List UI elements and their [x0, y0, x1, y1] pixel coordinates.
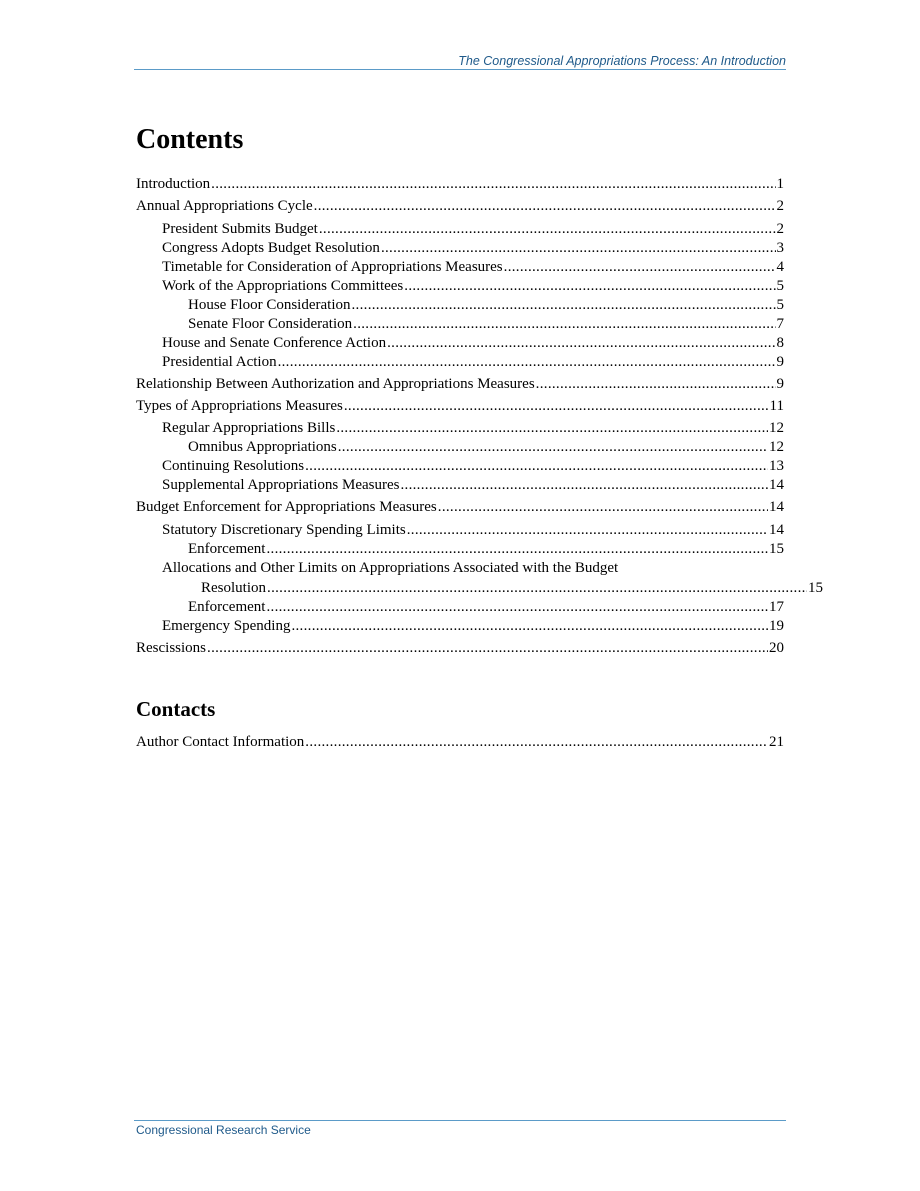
toc-page: 1: [776, 176, 784, 192]
toc-leader: [211, 174, 775, 194]
toc-leader: [319, 219, 776, 239]
toc-label: Presidential Action: [162, 354, 277, 370]
toc-label: Types of Appropriations Measures: [136, 398, 343, 414]
toc-label: Congress Adopts Budget Resolution: [162, 240, 380, 256]
toc-page: 14: [769, 499, 784, 515]
toc-entry[interactable]: [136, 418, 784, 438]
footer-rule: [134, 1120, 786, 1121]
toc-leader: [381, 238, 776, 258]
toc-label: Enforcement: [188, 541, 266, 557]
toc-leader: [504, 257, 776, 277]
toc-page: 3: [776, 240, 784, 256]
toc-entry[interactable]: [136, 456, 784, 476]
toc-page: 2: [776, 221, 784, 237]
toc-label: Budget Enforcement for Appropriations Measures: [136, 499, 437, 515]
toc-leader: [400, 475, 768, 495]
toc-leader: [536, 374, 776, 394]
toc-label: Rescissions: [136, 640, 207, 656]
toc-page: 21: [769, 734, 784, 750]
toc-entry[interactable]: [136, 196, 784, 216]
toc-leader: [338, 437, 768, 457]
toc-label: Enforcement: [188, 599, 266, 615]
toc-page: 17: [769, 599, 784, 615]
contacts-title: Contacts: [136, 697, 216, 721]
toc-entry[interactable]: [136, 276, 784, 296]
running-header: The Congressional Appropriations Process: An Introduction: [458, 54, 786, 68]
toc-label: Timetable for Consideration of Appropriations Measures: [162, 259, 503, 275]
toc-label: House and Senate Conference Action: [162, 335, 387, 351]
toc-label: House Floor Consideration: [188, 297, 351, 313]
toc-page: 9: [776, 376, 784, 392]
toc-entry[interactable]: [136, 638, 784, 658]
toc-label: Author Contact Information: [136, 734, 305, 750]
toc-entry[interactable]: [136, 314, 784, 334]
toc-entry[interactable]: [136, 597, 784, 617]
toc-page: 2: [776, 198, 784, 214]
toc-entry[interactable]: [136, 520, 784, 540]
toc-label: Introduction: [136, 176, 211, 192]
toc-leader: [352, 295, 776, 315]
toc-label: Regular Appropriations Bills: [162, 420, 336, 436]
toc-entry[interactable]: [136, 475, 784, 495]
toc-entry[interactable]: [136, 437, 784, 457]
toc-leader: [438, 497, 768, 517]
toc-leader: [267, 578, 807, 598]
toc-entry[interactable]: [136, 374, 784, 394]
toc-entry[interactable]: [136, 238, 784, 258]
toc-page: 14: [769, 477, 784, 493]
toc-leader: [266, 597, 768, 617]
toc-leader: [407, 520, 768, 540]
toc-leader: [353, 314, 775, 334]
toc-leader: [291, 616, 768, 636]
toc-label: Annual Appropriations Cycle: [136, 198, 313, 214]
toc-label: Allocations and Other Limits on Appropriations Associated with the Budget: [162, 560, 619, 576]
toc-entry[interactable]: [136, 539, 784, 559]
toc-label: President Submits Budget: [162, 221, 318, 237]
toc-page: 9: [776, 354, 784, 370]
toc-entry[interactable]: [136, 257, 784, 277]
toc-page: 5: [776, 297, 784, 313]
toc-leader: [207, 638, 768, 658]
header-rule: [134, 69, 786, 70]
toc-leader: [278, 352, 776, 372]
toc-page: 8: [776, 335, 784, 351]
toc-page: 19: [769, 618, 784, 634]
toc-label: Senate Floor Consideration: [188, 316, 353, 332]
toc-leader: [336, 418, 768, 438]
toc-entry[interactable]: [136, 558, 823, 598]
toc-entry[interactable]: [136, 352, 784, 372]
contacts-entry[interactable]: [136, 732, 784, 752]
toc-page: 7: [776, 316, 784, 332]
toc-page: 12: [769, 439, 784, 455]
toc-page: 15: [769, 541, 784, 557]
toc-page: 4: [776, 259, 784, 275]
toc-page: 13: [769, 458, 784, 474]
toc-label: Emergency Spending: [162, 618, 291, 634]
toc-leader: [404, 276, 775, 296]
toc-page: 12: [769, 420, 784, 436]
contents-title: Contents: [136, 124, 244, 155]
toc-page: 5: [776, 278, 784, 294]
toc-entry[interactable]: [136, 219, 784, 239]
toc-entry[interactable]: [136, 497, 784, 517]
toc-label: Continuing Resolutions: [162, 458, 305, 474]
toc-entry[interactable]: [136, 295, 784, 315]
toc-page: 11: [769, 398, 784, 414]
toc-entry[interactable]: [136, 616, 784, 636]
toc-page: 20: [769, 640, 784, 656]
toc-entry[interactable]: [136, 174, 784, 194]
toc-leader: [344, 396, 769, 416]
toc-leader: [314, 196, 776, 216]
toc-leader: [305, 456, 768, 476]
toc-leader: [387, 333, 775, 353]
footer-organization: Congressional Research Service: [136, 1123, 311, 1137]
toc-label-continued: Resolution: [201, 580, 267, 596]
toc-leader: [305, 732, 768, 752]
toc-leader: [266, 539, 768, 559]
toc-label: Relationship Between Authorization and Appropriations Measures: [136, 376, 535, 392]
toc-entry[interactable]: [136, 333, 784, 353]
toc-label: Work of the Appropriations Committees: [162, 278, 404, 294]
toc-page: 14: [769, 522, 784, 538]
toc-entry[interactable]: [136, 396, 784, 416]
toc-label: Omnibus Appropriations: [188, 439, 337, 455]
toc-label: Statutory Discretionary Spending Limits: [162, 522, 406, 538]
toc-page: 15: [808, 580, 823, 596]
toc-label: Supplemental Appropriations Measures: [162, 477, 400, 493]
